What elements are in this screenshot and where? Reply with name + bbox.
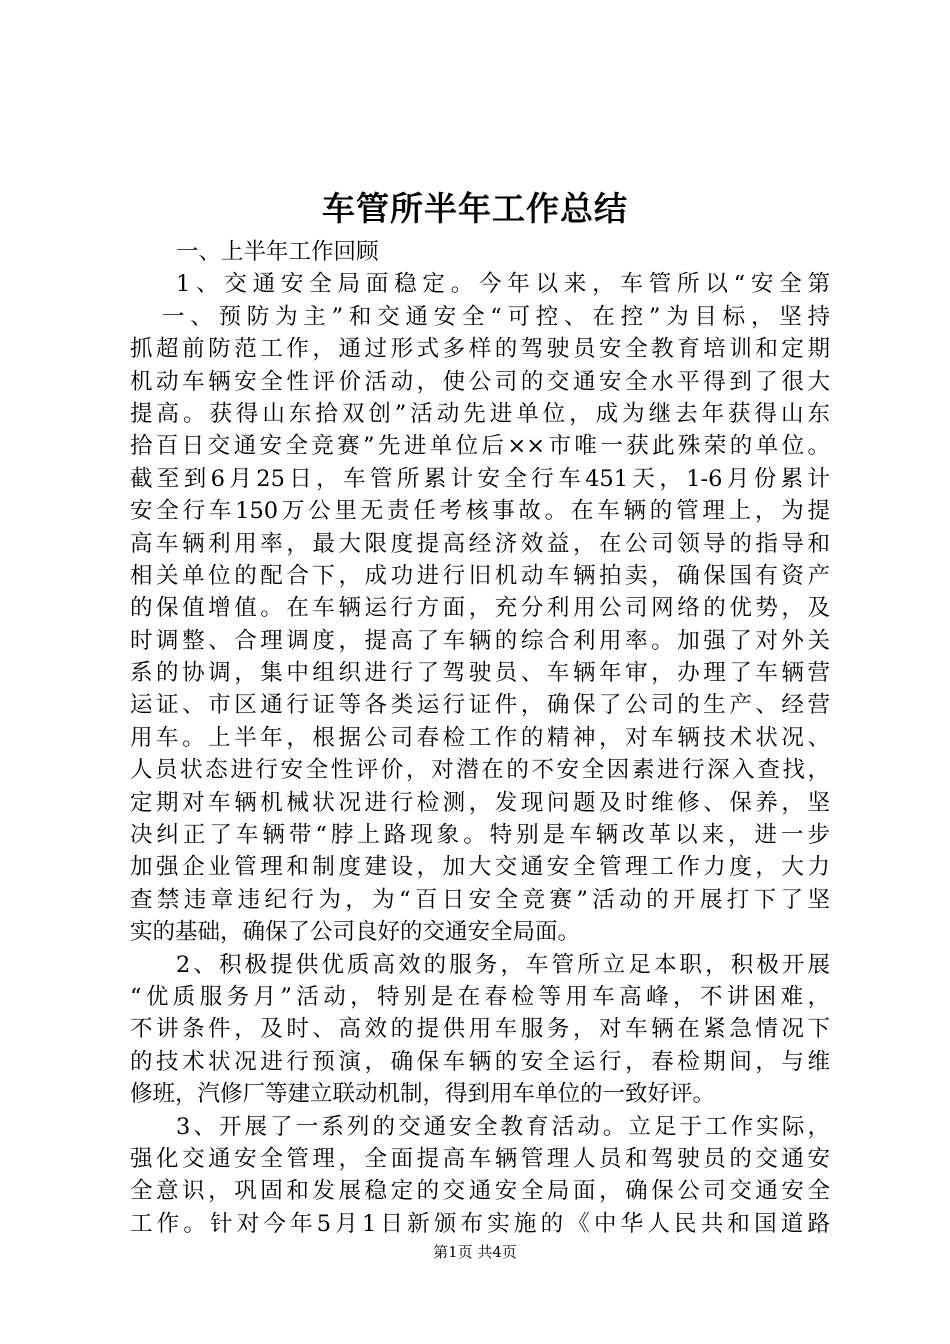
paragraph-line: 修班，汽修厂等建立联动机制，得到用车单位的一致好评。 [130, 1081, 716, 1108]
paragraph-line: 加强企业管理和制度建设，加大交通安全管理工作力度，大力 [130, 854, 830, 881]
paragraph-line: 不讲条件，及时、高效的提供用车服务，对车辆在紧急情况下 [130, 1016, 830, 1043]
paragraph-line: 相关单位的配合下，成功进行旧机动车辆拍卖，确保国有资产 [130, 562, 830, 589]
paragraph-line: 截至到6月25日，车管所累计安全行车451天，1-6月份累计 [130, 465, 830, 492]
paragraph-line: 3、开展了一系列的交通安全教育活动。立足于工作实际， [176, 1113, 830, 1140]
paragraph-line: 抓超前防范工作，通过形式多样的驾驶员安全教育培训和定期 [130, 336, 830, 363]
paragraph-line: 的保值增值。在车辆运行方面，充分利用公司网络的优势，及 [130, 595, 830, 622]
paragraph-line: 时调整、合理调度，提高了车辆的综合利用率。加强了对外关 [130, 627, 830, 654]
paragraph-line: 的技术状况进行预演，确保车辆的安全运行，春检期间，与维 [130, 1048, 830, 1075]
paragraph-line: 拾百日交通安全竞赛”先进单位后××市唯一获此殊荣的单位。 [130, 433, 830, 460]
paragraph-line: 运证、市区通行证等各类运行证件，确保了公司的生产、经营 [130, 692, 830, 719]
paragraph-line: 查禁违章违纪行为，为“百日安全竞赛”活动的开展打下了坚 [130, 886, 830, 913]
paragraph-line: 全意识，巩固和发展稳定的交通安全局面，确保公司交通安全 [130, 1178, 830, 1205]
page-footer: 第1页 共4页 [433, 1243, 517, 1261]
paragraph-line: 决纠正了车辆带“脖上路现象。特别是车辆改革以来，进一步 [130, 822, 830, 849]
paragraph-line: 用车。上半年，根据公司春检工作的精神，对车辆技术状况、 [130, 724, 830, 751]
paragraph-line: 定期对车辆机械状况进行检测，发现问题及时维修、保养，坚 [130, 789, 830, 816]
paragraph-line: 强化交通安全管理，全面提高车辆管理人员和驾驶员的交通安 [130, 1145, 830, 1172]
paragraph-line: 一、预防为主”和交通安全“可控、在控”为目标，坚持 [162, 303, 830, 330]
document-title: 车管所半年工作总结 [322, 189, 628, 228]
paragraph-line: 人员状态进行安全性评价，对潜在的不安全因素进行深入查找， [130, 757, 830, 784]
paragraph-line: “优质服务月”活动，特别是在春检等用车高峰，不讲困难， [130, 983, 830, 1010]
paragraph-line: 系的协调，集中组织进行了驾驶员、车辆年审，办理了车辆营 [130, 660, 830, 687]
paragraph-line: 2、积极提供优质高效的服务，车管所立足本职，积极开展 [176, 951, 830, 978]
paragraph-line: 机动车辆安全性评价活动，使公司的交通安全水平得到了很大 [130, 368, 830, 395]
paragraph-line: 安全行车150万公里无责任考核事故。在车辆的管理上，为提 [130, 498, 830, 525]
paragraph-line: 提高。获得山东拾双创”活动先进单位，成为继去年获得山东 [130, 400, 830, 427]
document-body [130, 236, 830, 1240]
paragraph-line: 实的基础，确保了公司良好的交通安全局面。 [130, 919, 581, 946]
paragraph-line: 高车辆利用率，最大限度提高经济效益，在公司领导的指导和 [130, 530, 830, 557]
section-heading: 一、上半年工作回顾 [176, 239, 379, 265]
paragraph-line: 工作。针对今年5月1日新颁布实施的《中华人民共和国道路 [130, 1210, 830, 1237]
paragraph-line: 1、交通安全局面稳定。今年以来，车管所以“安全第 [176, 271, 830, 298]
